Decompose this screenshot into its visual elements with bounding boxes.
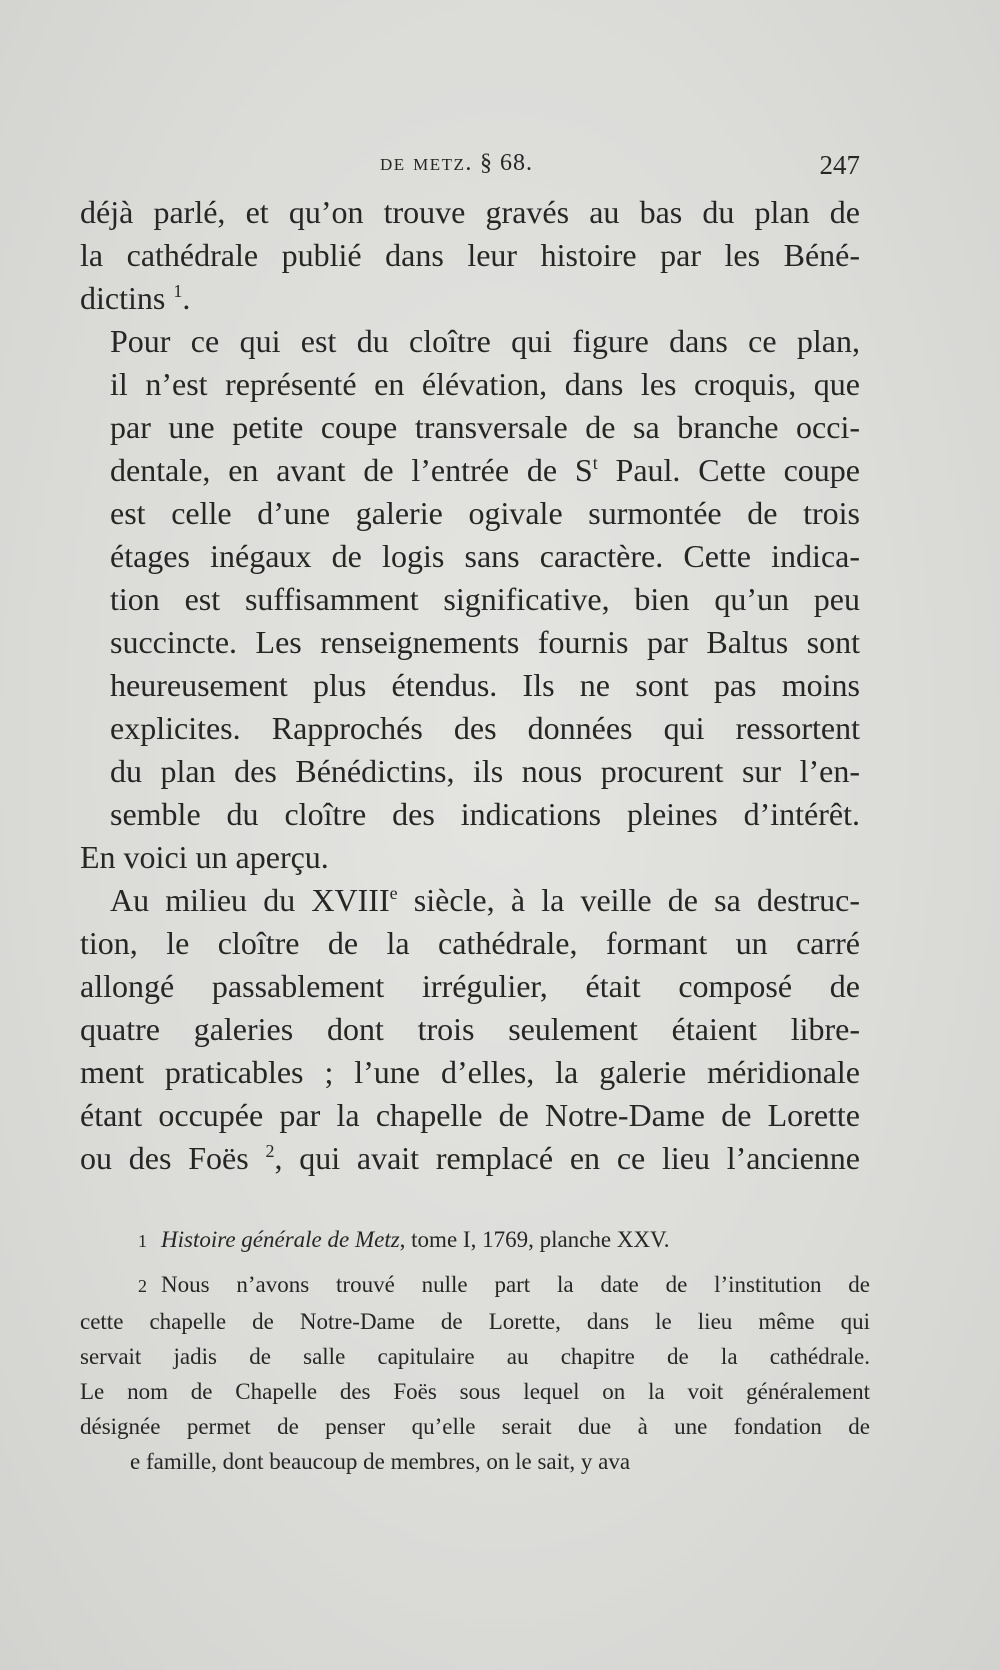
running-head-section: § 68. (479, 150, 533, 176)
text-line: Pour ce qui est du cloître qui figure dans ce plan, (110, 323, 860, 359)
footnotes (80, 1222, 870, 1487)
footnote-line (138, 1222, 870, 1259)
superscript: e (389, 883, 398, 903)
text-span: dictins (80, 280, 166, 316)
text-span: Au milieu du XVIII (110, 882, 390, 918)
paragraph-3 (80, 879, 860, 1180)
paragraph-2 (80, 320, 860, 879)
text-line: allongé passablement irrégulier, était composé de (80, 968, 860, 1004)
text-line: étant occupée par la chapelle de Notre-Dame de Lorette (80, 1097, 860, 1133)
paragraph-1 (80, 191, 860, 320)
text-span: ou des Foës (80, 1140, 249, 1176)
footnote-mark: 1 (138, 1231, 147, 1251)
text-line (80, 277, 860, 320)
text-span: Nous n’avons trouvé nulle part la date de l’institution de (161, 1272, 870, 1297)
footnote-line: e famille, dont beaucoup de membres, on le sait, y ava (130, 1449, 631, 1474)
text-line: étages inégaux de logis sans caractère. Cette indica- (110, 538, 860, 574)
text-line: heureusement plus étendus. Ils ne sont pas moins (110, 667, 860, 703)
text-span: , qui avait remplacé en ce lieu l’ancienne (274, 1140, 861, 1176)
footnote-line (80, 1267, 870, 1304)
text-line: quatre galeries dont trois seulement étaient libre- (80, 1011, 860, 1047)
page-number: 247 (819, 150, 860, 180)
footnote-mark: 2 (138, 1276, 147, 1296)
text-line: semble du cloître des indications pleines d’intérêt. (110, 796, 860, 832)
superscript: t (592, 453, 598, 473)
footnote-line: désignée permet de penser qu’elle serait due à une fondation de (80, 1414, 870, 1439)
footnote-ref-2: 2 (265, 1141, 275, 1161)
page-header (80, 150, 860, 184)
footnote-ref-1: 1 (173, 281, 183, 301)
footnote-line: cette chapelle de Notre-Dame de Lorette, dans le lieu même qui (80, 1309, 870, 1334)
text-line: ment praticables ; l’une d’elles, la galerie méridionale (80, 1054, 860, 1090)
text-line: est celle d’une galerie ogivale surmontée de trois (110, 495, 860, 531)
text-span: dentale, en avant de l’entrée de S (110, 452, 593, 488)
text-line: déjà parlé, et qu’on trouve gravés au bas du plan de (80, 194, 860, 230)
text-line: tion est suffisamment significative, bien qu’un peu (110, 581, 860, 617)
body-text (80, 191, 860, 1180)
text-line: explicites. Rapprochés des données qui ressortent (110, 710, 860, 746)
footnote-1 (80, 1222, 870, 1259)
text-span: Paul. Cette coupe (597, 452, 861, 488)
footnote-2 (80, 1267, 870, 1479)
text-line: il n’est représenté en élévation, dans les croquis, que (110, 366, 860, 402)
text-line: succincte. Les renseignements fournis par Baltus sont (110, 624, 860, 660)
text-line: du plan des Bénédictins, ils nous procurent sur l’en- (110, 753, 860, 789)
text-line: la cathédrale publié dans leur histoire par les Béné- (80, 237, 860, 273)
cited-title: Histoire générale de Metz (161, 1227, 400, 1252)
running-head-title: de metz. (380, 150, 473, 176)
text-line (80, 1137, 860, 1180)
footnote-line: Le nom de Chapelle des Foës sous lequel on la voit généralement (80, 1379, 870, 1404)
text-line (80, 879, 860, 922)
text-span: , tome I, 1769, planche XXV. (399, 1227, 670, 1252)
text-line: par une petite coupe transversale de sa branche occi- (110, 409, 860, 445)
footnote-line: servait jadis de salle capitulaire au chapitre de la cathédrale. (80, 1344, 870, 1369)
running-head (380, 150, 533, 177)
text-line: En voici un aperçu. (80, 839, 329, 875)
text-line: tion, le cloître de la cathédrale, formant un carré (80, 925, 860, 961)
text-line (80, 449, 860, 492)
text-span: siècle, à la veille de sa destruc- (397, 882, 861, 918)
text-span: . (182, 280, 191, 316)
